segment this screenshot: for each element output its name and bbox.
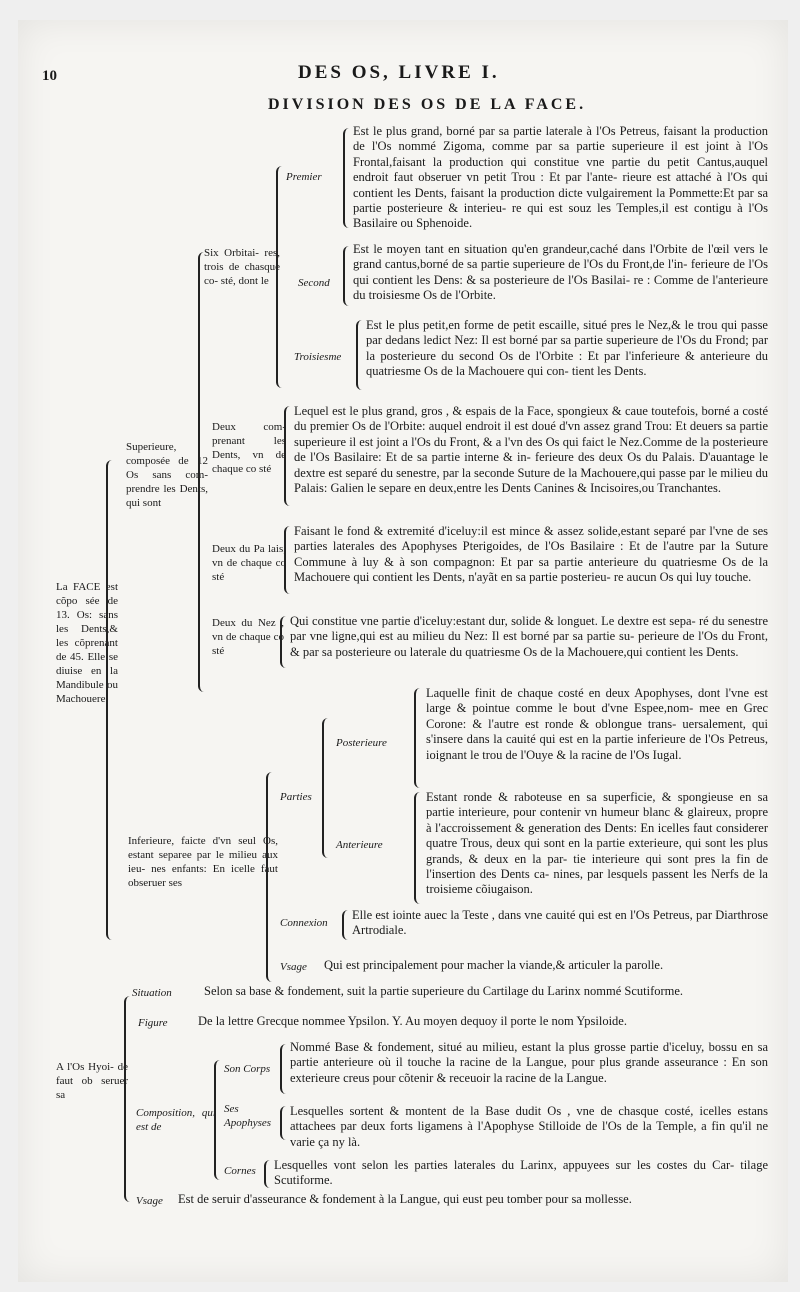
superieure-brace [198, 252, 207, 692]
troisiesme-label: Troisiesme [294, 351, 342, 363]
anterieure-text: Estant ronde & raboteuse en sa superficie, & spongieuse en sa partie interieure, pour contenir vn humeur blanc & glaireux, propre à l'accroissement & generation des Dents: En icelles faut considerer quatre Trous, deux qui sont en la partie exterieure, qui sont les plus grands, & deux en la par- tie interieure qui sont pres la fin de l'insertion des Dents ca- nines, par lesquels passent les Nerfs de la troisieme cõiugaison. [426, 790, 768, 897]
posterieure-brace [414, 688, 423, 788]
cornes-brace [264, 1160, 273, 1188]
composition-brace [214, 1060, 223, 1180]
apophyses-label: Ses Apophyses [224, 1103, 272, 1129]
anterieure-label: Anterieure [336, 839, 383, 851]
parties-brace [322, 718, 331, 858]
deux-comprenant-brace [284, 406, 293, 506]
second-label: Second [298, 277, 330, 289]
deux-nez-text: Qui constitue vne partie d'iceluy:estant dur, solide & longuet. Le dextre est sepa- ré du senestre par vne ligne,qui est au milieu du Nez: Il est borné par sa partie su- perieure de l'Os du Front, & par sa posterieure ou laterale du quatriesme Os de la Machouere,qui contient les Dents. [290, 614, 768, 659]
usage-inferieure-label: Vsage [280, 961, 307, 973]
corps-text: Nommé Base & fondement, situé au milieu, estant la plus grosse partie d'iceluy, bossu en sa partie anterieure où il touche la racine de la Langue, pour plus grande asseurance : En son exterieure creus pour cõtenir & receuoir la racine de la Langue. [290, 1040, 768, 1085]
cornes-label: Cornes [224, 1165, 256, 1177]
deux-palais-label: Deux du Pa lais, vn de chaque co sté [212, 543, 286, 583]
cornes-text: Lesquelles vont selon les parties laterales du Larinx, appuyees sur les costes du Car- tilage Scutiforme. [274, 1158, 768, 1188]
usage-hyoide-text: Est de seruir d'asseurance & fondement à la Langue, qui eust peu tomber pour sa mollesse. [178, 1192, 632, 1206]
posterieure-label: Posterieure [336, 737, 387, 749]
superieure-label: Superieure, composée de 12 Os sans com- prendre les Dents, qui sont [126, 441, 208, 509]
figure-text: De la lettre Grecque nommee Ypsilon. Y. Au moyen dequoy il porte le nom Ypsiloide. [198, 1014, 627, 1028]
connexion-label: Connexion [280, 917, 328, 929]
deux-comprenant-text: Lequel est le plus grand, gros , & espais de la Face, spongieux & caue toutefois, borné a costé du premier Os de l'Orbite: auquel endroit il est doué d'vn assez grand Trou: Et deuers sa partie superieure il est joint a l'Os du Front, & a l'vn des Os qui faict le Nez.Comme de la posterieure de l'Os Basilaire: Et de sa partie interne & in- ferieure des deux Os du Palais. D'auantage le dextre est separé du senestre, par la seconde Suture de la Machouere,qui passe par le milieu du Palais: Galien le separe en deux,entre les Dents Canines & Incisoires,ou Tranchantes. [294, 404, 768, 496]
figure-label: Figure [138, 1017, 168, 1029]
deux-nez-label: Deux du Nez , vn de chaque co sté [212, 617, 284, 657]
troisiesme-text: Est le plus petit,en forme de petit escaille, situé pres le Nez,& le trou qui passe par dedans ledict Nez: Il est borné par sa partie superieure de l'Os du Frond; par la posterieure du second Os de l'Orbite : Et par l'inferieure & anterieure du quatriesme Os de la Machouere qui con- tient les Dents. [366, 318, 768, 379]
troisiesme-brace [356, 320, 365, 390]
six-orbitaires-label: Six Orbitai- res, trois de chasque co- sté, dont le [204, 247, 280, 287]
inferieure-label: Inferieure, faicte d'vn seul Os, estant separee par le milieu aux ieu- nes enfants: En icelle faut obseruer ses [128, 835, 278, 889]
usage-hyoide-label: Vsage [136, 1195, 163, 1207]
premier-text: Est le plus grand, borné par sa partie laterale à l'Os Petreus, faisant la production de l'Os nommé Zigoma, comme par sa partie superieure il est joint à l'Os Frontal,faisant la production qui constitue vne partie du petit Cantus,auquel endroit faut obseruer vn petit Trou : Et par l'ante- rieure est attaché à l'Os qui contient les Dents, faisant la production dicte vulgairement la Pommette:Et par sa partie posterieure & interieu- re qui est souz les Temples,il est contigu à l'Os Basilaire ou Sphenoide. [353, 124, 768, 231]
corps-brace [280, 1044, 289, 1094]
anterieure-brace [414, 792, 423, 904]
hyoide-label: A l'Os Hyoi- de faut ob seruer sa [56, 1061, 128, 1101]
premier-brace [343, 128, 352, 228]
deux-nez-brace [280, 616, 289, 668]
apophyses-text: Lesquelles sortent & montent de la Base dudit Os , vne de chasque costé, icelles estans attachees par deux forts ligamens à l'Apophyse Stilloide de l'Os de la Temple, a fin qu'il ne varie ça ny là. [290, 1104, 768, 1149]
deux-comprenant-label: Deux com- prenant les Dents, vn de chaque co sté [212, 421, 286, 475]
deux-palais-text: Faisant le fond & extremité d'iceluy:il est mince & assez solide,estant separé par l'vne de ses parties laterales des Apophyses Pterigoides, de l'Os Basilaire : Et de l'autre par la Suture Commune à luy & à son compagnon: Et par sa partie anterieure du quatriesme Os de la Machouere qui contient les Dents, n'ayãt en sa partie posterieu- re aucun Os qui luy touche. [294, 524, 768, 585]
premier-label: Premier [286, 171, 322, 183]
inferieure-brace [266, 772, 275, 982]
apophyses-brace [280, 1106, 289, 1140]
second-brace [343, 246, 352, 306]
six-orbitaires-brace [276, 166, 285, 388]
situation-label: Situation [132, 987, 172, 999]
root-brace [106, 460, 115, 940]
page-number: 10 [42, 68, 57, 84]
corps-label: Son Corps [224, 1063, 271, 1075]
situation-text: Selon sa base & fondement, suit la partie superieure du Cartilage du Larinx nommé Scutiforme. [204, 984, 684, 998]
running-title: DES OS, LIVRE I. [298, 62, 500, 83]
book-page [18, 20, 788, 1282]
composition-label: Composition, qui est de [136, 1107, 216, 1133]
hyoide-brace [124, 996, 133, 1202]
connexion-text: Elle est iointe auec la Teste , dans vne cauité qui est en l'Os Petreus, par Diarthrose Artrodiale. [352, 908, 768, 938]
parties-label: Parties [280, 791, 312, 803]
deux-palais-brace [284, 526, 293, 594]
posterieure-text: Laquelle finit de chaque costé en deux Apophyses, dont l'vne est large & pointue comme le bout d'vne Espee,nom- mee en Grec Corone: & l'autre est ronde & oblongue trans- uersalement, qui s'insere dans la cauité qui est en la partie inferieure de l'Os Petreus, ioignant le trou de l'Ouye & la racine de l'Os Iugal. [426, 686, 768, 762]
usage-inferieure-text: Qui est principalement pour macher la viande,& articuler la parolle. [324, 958, 664, 972]
second-text: Est le moyen tant en situation qu'en grandeur,caché dans l'Orbite de l'œil vers le grand cantus,borné de sa partie superieure de l'Os du Front,de l'in- ferieure de l'Os qui contient les Dens: & sa posterieure de l'Os Basilai- re : Comme de l'anterieure du troisiesme Os de l'Orbite. [353, 242, 768, 303]
root-label: La FACE est cõpo sée de 13. Os: sans les Dents,& les cõprenant de 45. Elle se diuise en la Mandibule ou Machouere [56, 581, 118, 705]
connexion-brace [342, 910, 351, 940]
section-title: DIVISION DES OS DE LA FACE. [268, 96, 587, 113]
